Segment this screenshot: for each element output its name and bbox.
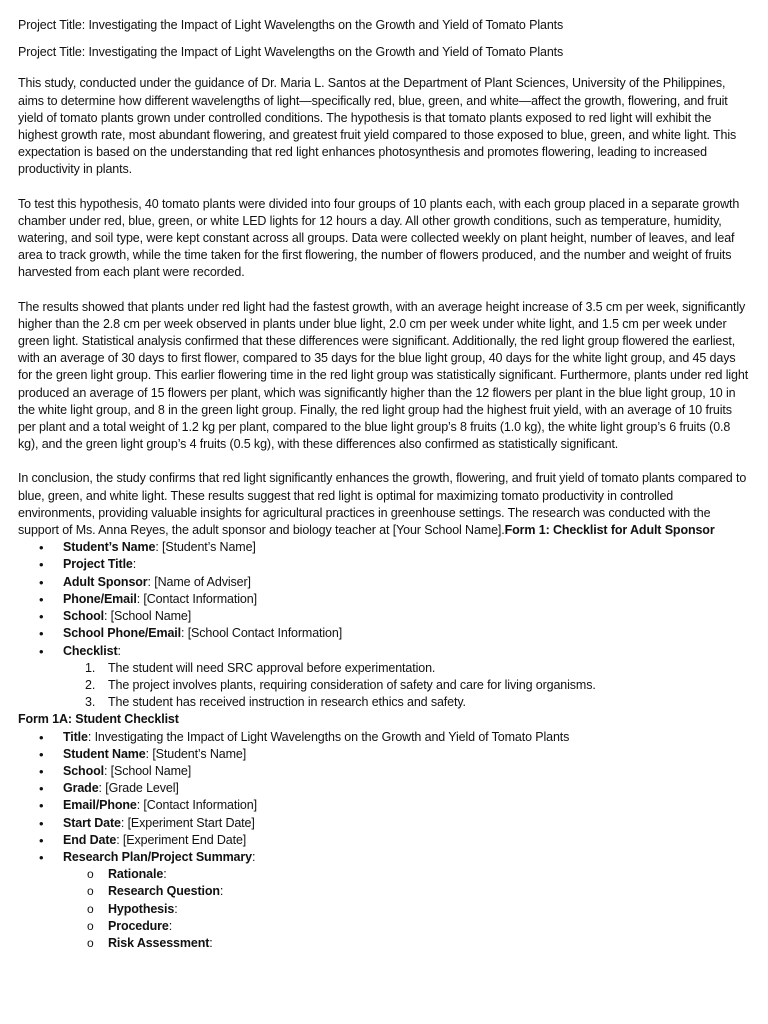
research-plan-subitem bbox=[108, 918, 750, 935]
research-plan-subitem bbox=[108, 883, 750, 900]
form1a-item bbox=[63, 797, 750, 814]
form1a-item-label: Research Plan/Project Summary bbox=[63, 849, 252, 864]
form1-item-label: School bbox=[63, 609, 104, 624]
form1-item-value: : [Student’s Name] bbox=[155, 540, 256, 555]
form1a-item-value: : bbox=[251, 849, 256, 864]
form1-heading: Form 1: Checklist for Adult Sponsor bbox=[504, 523, 715, 538]
subitem-label: Hypothesis bbox=[108, 901, 175, 916]
paragraph-conclusion bbox=[18, 470, 750, 539]
form1a-item-value: : [Grade Level] bbox=[98, 781, 179, 796]
form1a-item bbox=[63, 746, 750, 763]
form1-item bbox=[63, 539, 750, 556]
checklist-numbered-list bbox=[63, 660, 750, 712]
subitem-label: Rationale bbox=[108, 867, 164, 882]
checklist-item bbox=[85, 677, 750, 694]
form1-item-label: Phone/Email bbox=[63, 591, 137, 606]
research-plan-subitem bbox=[108, 901, 750, 918]
project-title-line-1: Project Title: Investigating the Impact of Light Wavelengths on the Growth and Yield of Tomato Plants bbox=[18, 18, 564, 32]
paragraph-methods: To test this hypothesis, 40 tomato plants were divided into four groups of 10 plants each, with each group placed in a separate growth chamber under red, blue, green, or white LED lights for 12 hours a day. All other growth conditions, such as temperature, humidity, watering, and soil type, were kept constant across all groups. Data were collected weekly on plant height, number of leaves, and leaf area to track growth, while the time taken for the first flowering, the number of flowers produced, and the number and weight of fruits harvested from each plant were recorded. bbox=[18, 196, 740, 280]
form1-item bbox=[63, 625, 750, 642]
checklist-text: The student has received instruction in research ethics and safety. bbox=[108, 695, 466, 710]
checklist-text: The project involves plants, requiring consideration of safety and care for living organisms. bbox=[108, 677, 596, 692]
form1a-item bbox=[63, 763, 750, 780]
checklist-number: 2. bbox=[85, 677, 96, 692]
checklist-number: 1. bbox=[85, 660, 96, 675]
subitem-label: Risk Assessment bbox=[108, 935, 210, 950]
form1a-item-label: End Date bbox=[63, 832, 117, 847]
project-title-line-2: Project Title: Investigating the Impact of Light Wavelengths on the Growth and Yield of Tomato Plants bbox=[18, 45, 564, 60]
paragraph-results: The results showed that plants under red light had the fastest growth, with an average height increase of 3.5 cm per week, significantly higher than the 2.8 cm per week observed in plants under blue light, 2.0 cm per week under white light, and 1.5 cm per week under green light. Statistical analysis confirmed that these differences were significant. Additionally, the red light group flowered the earliest, with an average of 30 days to first flower, compared to 35 days for the blue light group, 40 days for the white light group, and 45 days for the green light group. This earlier flowering time in the red light group was statistically significant. Furthermore, plants under red light produced an average of 15 flowers per plant, which was significantly higher than the 12 flowers per plant in the blue light group, 10 in the white light group, and 8 in the green light group. Finally, the red light group had the highest fruit yield, with an average of 10 fruits per plant and a total weight of 1.2 kg per plant, compared to the blue light group’s 8 fruits (1.0 kg), the white light group’s 6 fruits (0.8 kg), and the green light group’s 4 fruits (0.5 kg), with these differences also confirmed as statistically significant. bbox=[18, 299, 749, 452]
research-plan-subitem bbox=[108, 866, 750, 883]
conclusion-text: In conclusion, the study confirms that red light significantly enhances the growth, flowering, and fruit yield of tomato plants compared to blue, green, and white light. These results suggest that red light is optimal for maximizing tomato productivity in controlled environments, providing valuable insights for agricultural practices in greenhouse settings. The research was conducted with the support of Ms. Anna Reyes, the adult sponsor and biology teacher at [Your School Name]. bbox=[18, 471, 747, 538]
form1a-item-value: : [School Name] bbox=[103, 763, 192, 778]
form1-item bbox=[63, 608, 750, 625]
form1a-heading: Form 1A: Student Checklist bbox=[18, 712, 179, 727]
form1-item-label: Project Title bbox=[63, 557, 133, 572]
form1-item bbox=[63, 574, 750, 591]
form1a-item-value: : [Experiment Start Date] bbox=[120, 815, 255, 830]
form1-item-label: School Phone/Email bbox=[63, 626, 181, 641]
form1-item bbox=[63, 591, 750, 608]
form1a-list bbox=[18, 729, 750, 953]
research-plan-sublist bbox=[63, 866, 750, 952]
form1a-item-label: Grade bbox=[63, 781, 99, 796]
form1a-item-label: School bbox=[63, 763, 104, 778]
form1-item-value: : bbox=[117, 643, 121, 658]
form1-list bbox=[18, 539, 750, 711]
form1a-item bbox=[63, 849, 750, 952]
subitem-value: : bbox=[168, 918, 173, 933]
form1a-item-label: Start Date bbox=[63, 815, 121, 830]
form1-item-value: : bbox=[132, 557, 137, 572]
form1a-item-label: Student Name bbox=[63, 746, 146, 761]
subitem-label: Procedure bbox=[108, 918, 169, 933]
form1-item-label: Checklist bbox=[63, 643, 118, 658]
research-plan-subitem bbox=[108, 935, 750, 952]
form1-item-value: : [School Contact Information] bbox=[181, 626, 343, 641]
form1-item-value: : [Contact Information] bbox=[136, 591, 257, 606]
form1a-item-value: : [Student’s Name] bbox=[145, 746, 247, 761]
checklist-number: 3. bbox=[85, 695, 96, 710]
form1a-item bbox=[63, 815, 750, 832]
checklist-item bbox=[85, 694, 750, 711]
subitem-value: : bbox=[163, 867, 167, 882]
subitem-value: : bbox=[174, 901, 178, 916]
form1a-item bbox=[63, 729, 750, 746]
paragraph-introduction: This study, conducted under the guidance of Dr. Maria L. Santos at the Department of Plant Sciences, University of the Philippines, aims to determine how different wavelengths of light—specifically red, blue, green, and white—affect the growth, flowering, and fruit yield of tomato plants grown under controlled conditions. The hypothesis is that tomato plants exposed to red light will exhibit the highest growth rate, most abundant flowering, and greatest fruit yield compared to those exposed to blue, green, and white light. This expectation is based on the understanding that red light enhances photosynthesis and promotes flowering, leading to increased productivity in plants. bbox=[18, 76, 737, 177]
checklist-item bbox=[85, 660, 750, 677]
form1a-item bbox=[63, 780, 750, 797]
form1-item bbox=[63, 556, 750, 573]
form1-item-label: Adult Sponsor bbox=[63, 574, 148, 589]
form1a-item bbox=[63, 832, 750, 849]
form1a-item-value: : [Contact Information] bbox=[136, 798, 257, 813]
form1a-item-label: Email/Phone bbox=[63, 798, 137, 813]
subitem-label: Research Question bbox=[108, 884, 220, 899]
form1-item-label: Student’s Name bbox=[63, 540, 156, 555]
form1-item-value: : [Name of Adviser] bbox=[147, 574, 251, 589]
subitem-value: : bbox=[209, 935, 213, 950]
form1-item bbox=[63, 643, 750, 712]
form1a-item-label: Title bbox=[63, 729, 88, 744]
checklist-text: The student will need SRC approval before experimentation. bbox=[108, 660, 436, 675]
form1a-item-value: : [Experiment End Date] bbox=[116, 832, 247, 847]
form1a-item-value: : Investigating the Impact of Light Wavelengths on the Growth and Yield of Tomato Plants bbox=[87, 729, 570, 744]
form1-item-value: : [School Name] bbox=[103, 609, 192, 624]
subitem-value: : bbox=[219, 884, 224, 899]
